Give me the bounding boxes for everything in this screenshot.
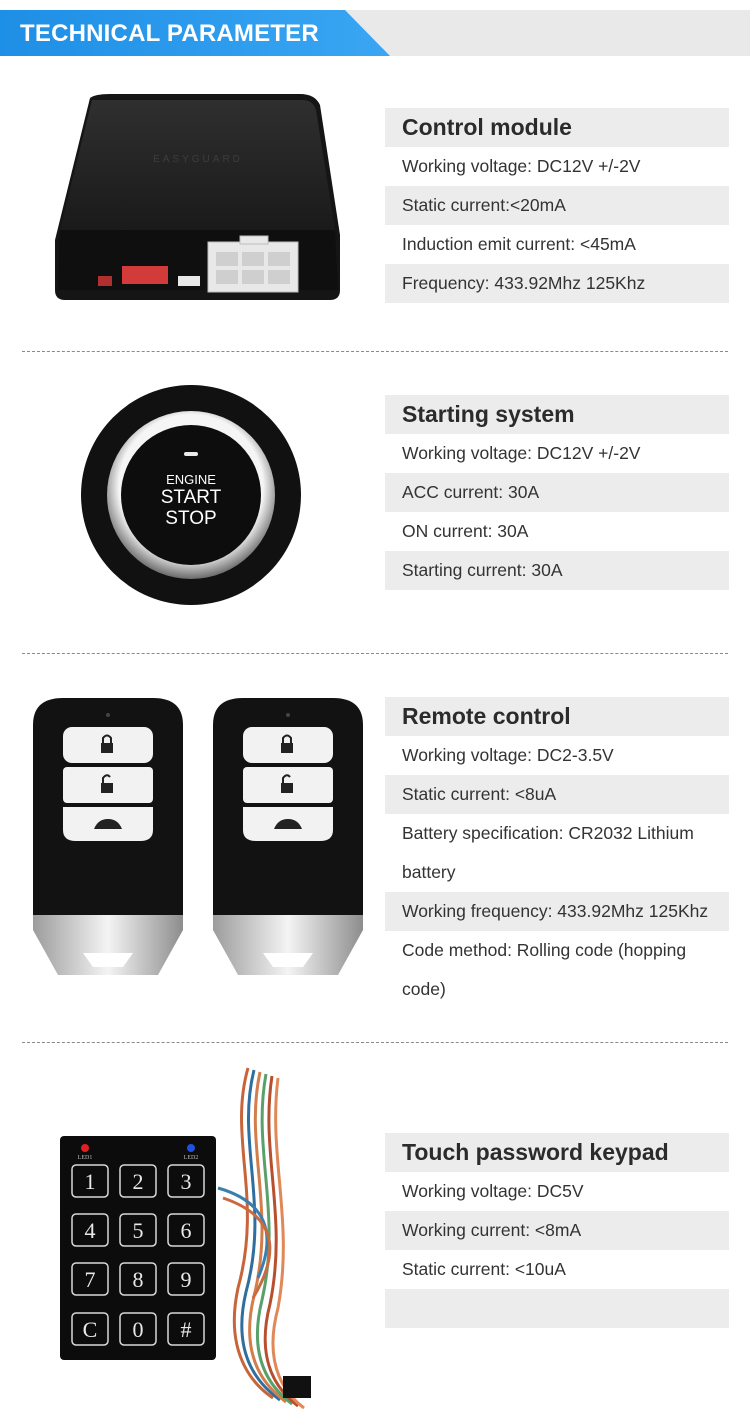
spec-row: Static current: <10uA (402, 1259, 566, 1279)
key-label: 0 (132, 1317, 144, 1342)
key-label: 1 (84, 1169, 96, 1194)
section-divider (22, 653, 728, 654)
spec-row: Working current: <8mA (385, 1211, 729, 1250)
key-label: 7 (84, 1267, 96, 1292)
key-label: 4 (84, 1218, 96, 1243)
spec-row: Working voltage: DC5V (402, 1181, 584, 1201)
page-title: TECHNICAL PARAMETER (20, 20, 319, 47)
starting-system-spec-table (385, 395, 729, 590)
start-stop-button-image (80, 384, 302, 606)
spec-row: Induction emit current: <45mA (402, 234, 636, 254)
keypad-image (58, 1058, 358, 1420)
section-title: Control module (385, 108, 729, 147)
key-label: # (180, 1317, 192, 1342)
remote-control-image (28, 695, 368, 985)
button-text-stop: STOP (165, 508, 217, 529)
key-label: 8 (132, 1267, 144, 1292)
key-label: 6 (180, 1218, 192, 1243)
key-label: 2 (132, 1169, 144, 1194)
spec-row: Static current: <8uA (385, 775, 729, 814)
key-label: 3 (180, 1169, 192, 1194)
spec-row: ON current: 30A (402, 521, 529, 541)
led2-label: LED2 (183, 1155, 199, 1161)
header-banner (0, 10, 750, 56)
spec-row: ACC current: 30A (385, 473, 729, 512)
spec-row: Working voltage: DC12V +/-2V (402, 156, 641, 176)
key-label: 9 (180, 1267, 192, 1292)
button-text-engine: ENGINE (166, 472, 216, 487)
spec-row: Working frequency: 433.92Mhz 125Khz (385, 892, 729, 931)
key-label: 5 (132, 1218, 144, 1243)
section-title: Remote control (385, 697, 729, 736)
remote-control-spec-table (385, 697, 729, 1009)
spec-row: Frequency: 433.92Mhz 125Khz (385, 264, 729, 303)
keypad-spec-table (385, 1133, 729, 1328)
spec-row: Static current:<20mA (385, 186, 729, 225)
led1-label: LED1 (77, 1155, 93, 1161)
device-brand-label: EASYGUARD (153, 154, 243, 165)
section-title: Starting system (385, 395, 729, 434)
key-label: C (82, 1317, 98, 1342)
button-text-start: START (160, 487, 222, 508)
section-divider (22, 351, 728, 352)
spec-row: Starting current: 30A (385, 551, 729, 590)
section-divider (22, 1042, 728, 1043)
spec-row: Code method: Rolling code (hopping code) (402, 940, 687, 999)
spec-row: Battery specification: CR2032 Lithium battery (402, 823, 694, 882)
spec-row-empty (385, 1289, 729, 1328)
section-title: Touch password keypad (385, 1133, 729, 1172)
spec-row: Working voltage: DC2-3.5V (402, 745, 614, 765)
control-module-spec-table (385, 108, 729, 303)
spec-row: Working voltage: DC12V +/-2V (402, 443, 641, 463)
control-module-image (50, 90, 345, 305)
